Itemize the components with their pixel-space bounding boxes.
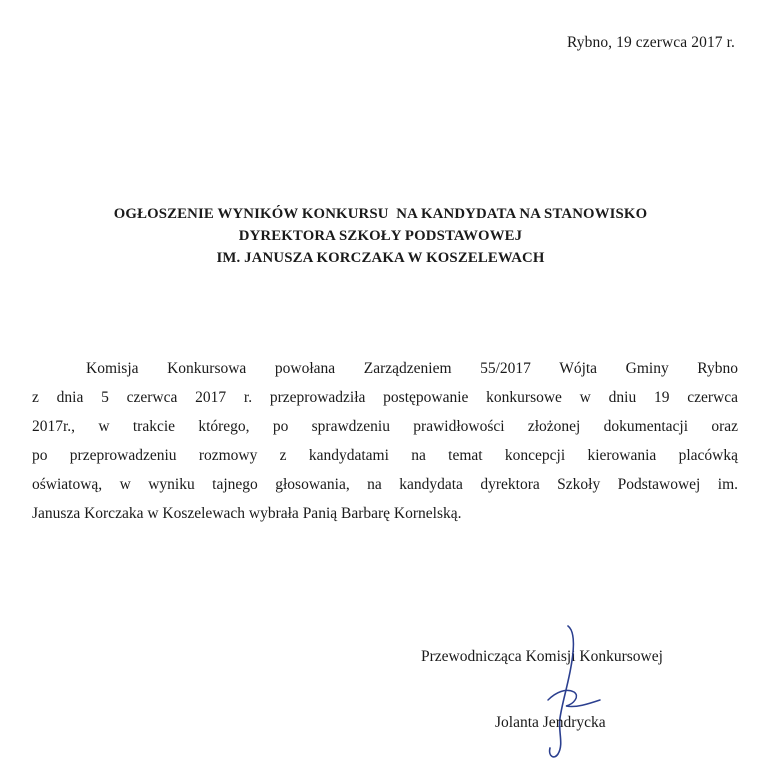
body-line-5: oświatową, w wyniku tajnego głosowania, na kandydata dyrektora Szkoły Podstawowej im. (32, 476, 738, 493)
title-line-2: DYREKTORA SZKOŁY PODSTAWOWEJ (238, 228, 523, 244)
announcement-title (0, 203, 761, 269)
body-line-3: 2017r., w trakcie którego, po sprawdzeniu prawidłowości złożonej dokumentacji oraz (32, 418, 738, 435)
body-line-6: Janusza Korczaka w Koszelewach wybrała Panią Barbarę Kornelską. (32, 505, 462, 522)
body-line-2: z dnia 5 czerwca 2017 r. przeprowadziła postępowanie konkursowe w dniu 19 czerwca (32, 389, 738, 406)
handwritten-signature (530, 622, 620, 762)
place-date: Rybno, 19 czerwca 2017 r. (566, 34, 735, 51)
body-line-4: po przeprowadzeniu rozmowy z kandydatami na temat koncepcji kierowania placówką (32, 447, 738, 464)
title-line-3: IM. JANUSZA KORCZAKA W KOSZELEWACH (216, 250, 545, 266)
title-line-1: OGŁOSZENIE WYNIKÓW KONKURSU NA KANDYDATA NA STANOWISKO (113, 206, 648, 222)
announcement-body (32, 354, 738, 528)
signatory-name: Jolanta Jendrycka (495, 714, 606, 731)
signatory-role: Przewodnicząca Komisji Konkursowej (421, 648, 663, 665)
body-line-1: Komisja Konkursowa powołana Zarządzeniem 55/2017 Wójta Gminy Rybno (86, 360, 738, 377)
